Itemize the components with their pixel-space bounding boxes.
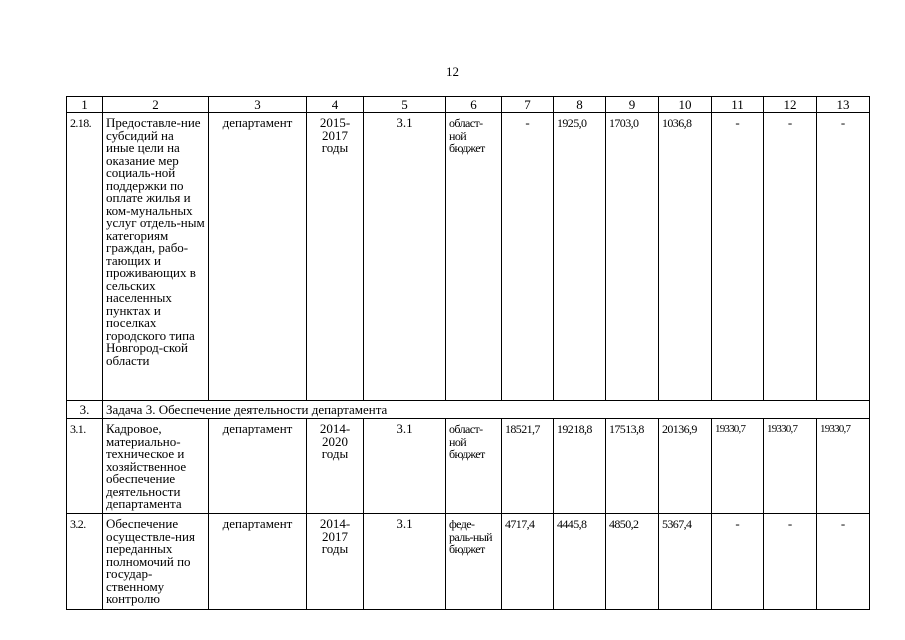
value-cell: 17513,8 <box>606 419 659 514</box>
header-cell: 9 <box>606 97 659 113</box>
header-cell: 2 <box>103 97 209 113</box>
period-cell: 2014-2017 годы <box>307 514 364 610</box>
value-cell: 19218,8 <box>554 419 606 514</box>
value-cell: 19330,7 <box>817 419 870 514</box>
funding-source-cell: област-ной бюджет <box>446 419 502 514</box>
header-cell: 5 <box>364 97 446 113</box>
value-cell: 4717,4 <box>502 514 554 610</box>
section-title: Задача 3. Обеспечение деятельности департамента <box>103 401 870 419</box>
funding-source-cell: феде-раль-ный бюджет <box>446 514 502 610</box>
value-cell: 5367,4 <box>659 514 712 610</box>
section-row-task-3 <box>67 401 870 419</box>
header-cell: 1 <box>67 97 103 113</box>
table-row-2-18 <box>67 113 870 401</box>
page-number: 12 <box>446 64 459 79</box>
value-cell: 1925,0 <box>554 113 606 401</box>
period-cell: 2014-2020 годы <box>307 419 364 514</box>
value-cell: 19330,7 <box>764 419 817 514</box>
value-cell: 1703,0 <box>606 113 659 401</box>
value-cell: - <box>817 113 870 401</box>
header-cell: 12 <box>764 97 817 113</box>
row-number: 3.2. <box>67 514 103 610</box>
value-cell: - <box>712 113 764 401</box>
program-measures-table <box>66 96 870 610</box>
column-number-row <box>67 97 870 113</box>
value-cell: - <box>764 113 817 401</box>
value-cell: - <box>712 514 764 610</box>
period-cell: 2015-2017 годы <box>307 113 364 401</box>
section-number: 3. <box>67 401 103 419</box>
target-cell: 3.1 <box>364 113 446 401</box>
executor-cell: департамент <box>209 514 307 610</box>
measure-name: Обеспечение осуществле-ния переданных полномочий по государ-ственному контролю <box>103 514 209 610</box>
value-cell: 20136,9 <box>659 419 712 514</box>
value-cell: 4850,2 <box>606 514 659 610</box>
header-cell: 4 <box>307 97 364 113</box>
header-cell: 8 <box>554 97 606 113</box>
value-cell: 19330,7 <box>712 419 764 514</box>
row-number: 3.1. <box>67 419 103 514</box>
value-cell: - <box>502 113 554 401</box>
header-cell: 7 <box>502 97 554 113</box>
value-cell: 18521,7 <box>502 419 554 514</box>
header-cell: 6 <box>446 97 502 113</box>
funding-source-cell: област-ной бюджет <box>446 113 502 401</box>
table-row-3-2 <box>67 514 870 610</box>
header-cell: 11 <box>712 97 764 113</box>
target-cell: 3.1 <box>364 514 446 610</box>
measure-name: Предоставле-ние субсидий на иные цели на оказание мер социаль-ной поддержки по оплате жилья и ком-мунальных услуг отдель-ным категориям граждан, рабо-тающих и проживающих в сельских населенных пунктах и поселках городского типа Новгород-ской области <box>103 113 209 401</box>
header-cell: 10 <box>659 97 712 113</box>
header-cell: 3 <box>209 97 307 113</box>
executor-cell: департамент <box>209 113 307 401</box>
measure-name: Кадровое, материально-техническое и хозяйственное обеспечение деятельности департамента <box>103 419 209 514</box>
table-row-3-1 <box>67 419 870 514</box>
executor-cell: департамент <box>209 419 307 514</box>
value-cell: - <box>764 514 817 610</box>
value-cell: 1036,8 <box>659 113 712 401</box>
value-cell: - <box>817 514 870 610</box>
row-number: 2.18. <box>67 113 103 401</box>
value-cell: 4445,8 <box>554 514 606 610</box>
header-cell: 13 <box>817 97 870 113</box>
target-cell: 3.1 <box>364 419 446 514</box>
